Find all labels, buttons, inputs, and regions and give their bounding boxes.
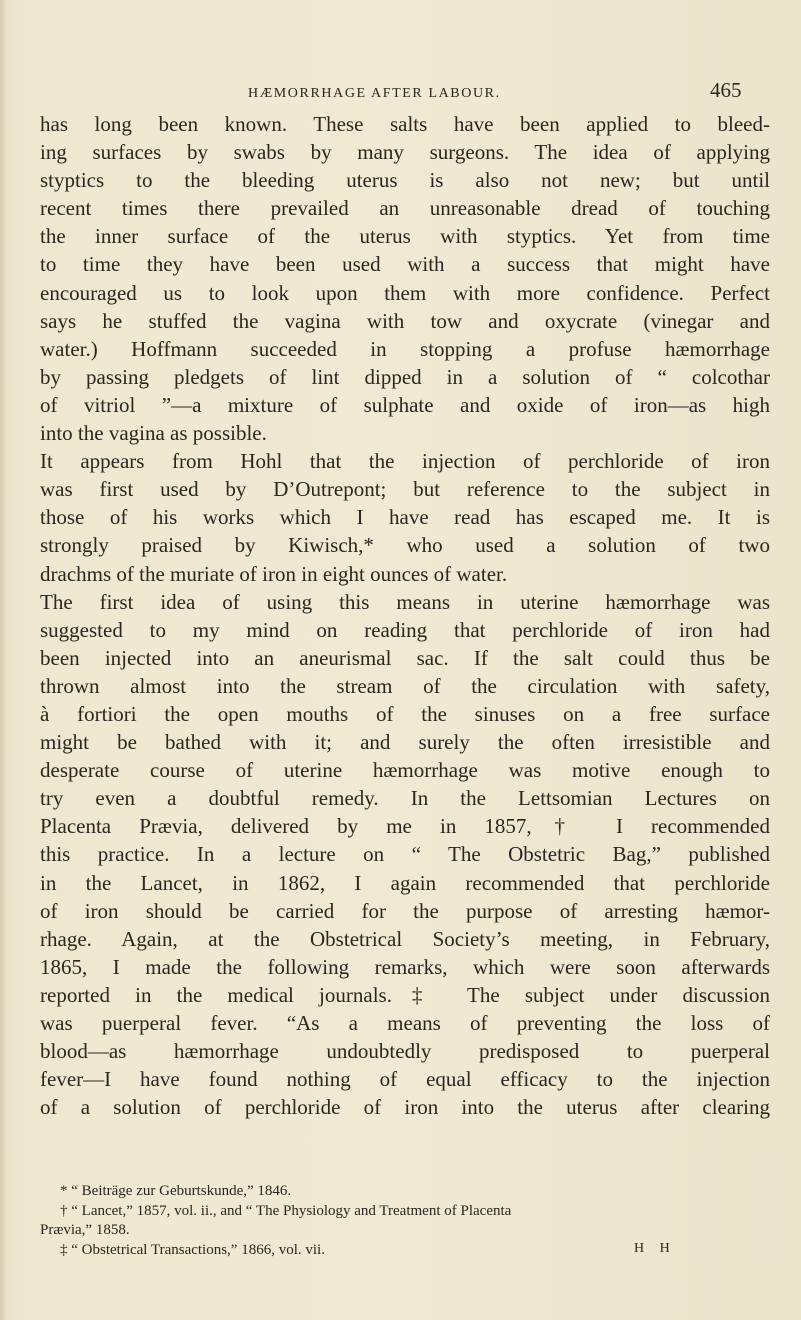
text-line: been injected into an aneurismal sac. If the salt could thus be	[40, 645, 770, 670]
text-line: à fortiori the open mouths of the sinuses on a free surface	[40, 701, 770, 726]
text-line: suggested to my mind on reading that perchloride of iron had	[40, 617, 770, 642]
footnote: † “ Lancet,” 1857, vol. ii., and “ The Physiology and Treatment of Placenta	[60, 1202, 512, 1219]
text-line: strongly praised by Kiwisch,* who used a solution of two	[40, 533, 770, 558]
text-line: to time they have been used with a success that might have	[40, 252, 770, 277]
text-line: 1865, I made the following remarks, which were soon afterwards	[40, 954, 770, 979]
text-line: water.) Hoffmann succeeded in stopping a profuse hæmorrhage	[40, 336, 770, 361]
text-line: reported in the medical journals.‡ The subject under discussion	[40, 982, 770, 1007]
text-line: rhage. Again, at the Obstetrical Society’s meeting, in February,	[40, 926, 770, 951]
text-line: this practice. In a lecture on “ The Obstetric Bag,” published	[40, 842, 770, 867]
text-line: ing surfaces by swabs by many surgeons. The idea of applying	[40, 140, 770, 165]
text-line: into the vagina as possible.	[40, 421, 267, 446]
running-title: HÆMORRHAGE AFTER LABOUR.	[248, 86, 501, 101]
text-line: try even a doubtful remedy. In the Lettsomian Lectures on	[40, 786, 770, 811]
text-line: encouraged us to look upon them with more confidence. Perfect	[40, 280, 770, 305]
text-line: the inner surface of the uterus with styptics. Yet from time	[40, 224, 770, 249]
footnote: * “ Beiträge zur Geburtskunde,” 1846.	[60, 1183, 292, 1199]
text-line: fever—I have found nothing of equal efficacy to the injection	[40, 1067, 770, 1092]
text-line: Placenta Prævia, delivered by me in 1857,† I recommended	[40, 814, 770, 839]
text-line: styptics to the bleeding uterus is also not new; but until	[40, 168, 770, 193]
text-line: It appears from Hohl that the injection of perchloride of iron	[40, 449, 770, 474]
text-line: desperate course of uterine hæmorrhage was motive enough to	[40, 758, 770, 783]
body-text	[40, 110, 770, 1121]
text-line: of iron should be carried for the purpose of arresting hæmor-	[40, 898, 770, 923]
text-line: of a solution of perchloride of iron into the uterus after clearing	[40, 1095, 770, 1120]
text-line: thrown almost into the stream of the circulation with safety,	[40, 673, 770, 698]
text-line: was first used by D’Outrepont; but reference to the subject in	[40, 477, 770, 502]
text-line: blood—as hæmorrhage undoubtedly predisposed to puerperal	[40, 1039, 770, 1064]
text-line: by passing pledgets of lint dipped in a solution of “ colcothar	[40, 364, 770, 389]
page-number: 465	[710, 78, 742, 102]
text-line: in the Lancet, in 1862, I again recommended that perchloride	[40, 870, 770, 895]
text-line: The first idea of using this means in uterine hæmorrhage was	[40, 589, 770, 614]
text-line: of vitriol ”—a mixture of sulphate and oxide of iron—as high	[40, 392, 770, 417]
text-line: says he stuffed the vagina with tow and oxycrate (vinegar and	[40, 308, 770, 333]
text-line: has long been known. These salts have been applied to bleed-	[40, 112, 770, 136]
signature-mark: H H	[634, 1241, 676, 1256]
footnote-continuation: Prævia,” 1858.	[40, 1222, 130, 1238]
text-line: recent times there prevailed an unreasonable dread of touching	[40, 196, 770, 221]
text-line: drachms of the muriate of iron in eight ounces of water.	[40, 561, 508, 586]
text-line: those of his works which I have read has escaped me. It is	[40, 505, 770, 530]
text-line: might be bathed with it; and surely the often irresistible and	[40, 730, 770, 755]
text-line: was puerperal fever. “As a means of preventing the loss of	[40, 1011, 770, 1035]
page-gutter-shadow	[0, 0, 6, 1320]
footnote: ‡ “ Obstetrical Transactions,” 1866, vol. vii.	[60, 1241, 325, 1258]
